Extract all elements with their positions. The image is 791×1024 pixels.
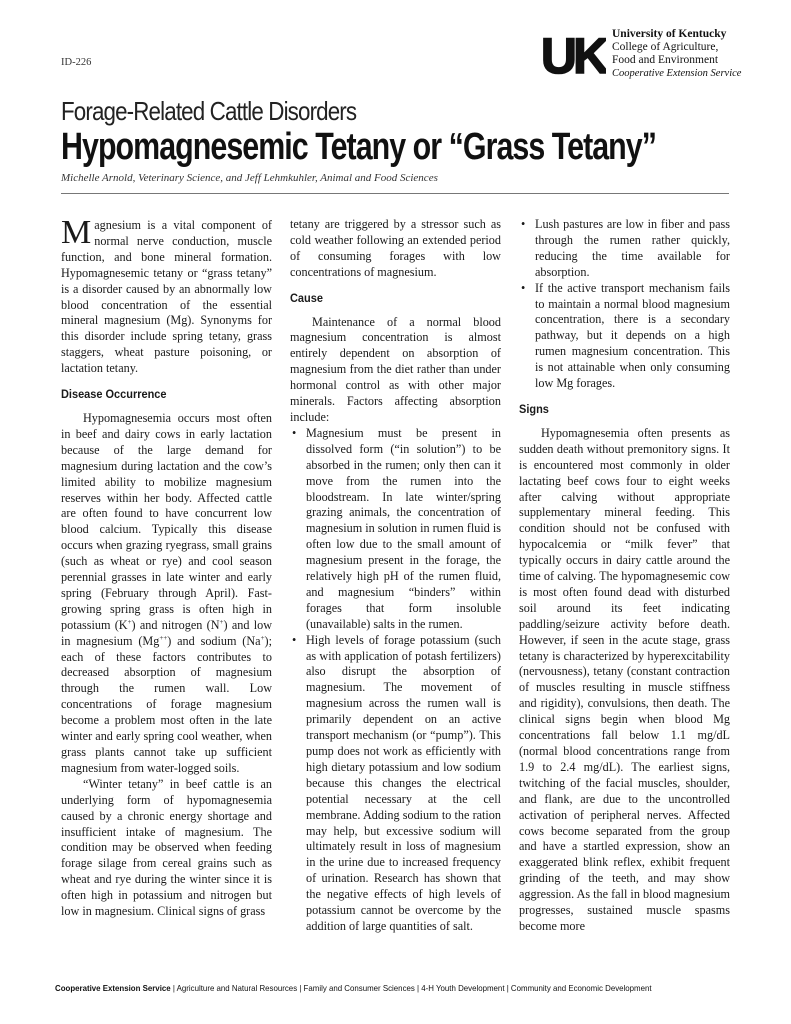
authors-line: Michelle Arnold, Veterinary Science, and Jeff Lehmkuhler, Animal and Food Sciences: [61, 172, 438, 184]
list-item: • High levels of forage potassium (such as with application of potash fertilizers) also disrupt the absorption of magnesium. The movement of magnesium across the rumen wall is primarily dependent on an active transport mechanism (or “pump”). This pump does not work as efficiently with high dietary potassium and low sodium because this changes the electrical potential necessary at the cell membrane. Adding sodium to the ration may help, but excessive sodium will ultimately result in loss of magnesium in the urine due to increased frequency of urination. Research has shown that the negative effects of high levels of potassium cannot be overcome by the addition of large quantities of salt.: [290, 633, 501, 935]
column-1: [61, 214, 272, 920]
college-line-2: Food and Environment: [612, 54, 719, 66]
footer-extension: Cooperative Extension Service: [55, 983, 171, 993]
cause-paragraph: Maintenance of a normal blood magnesium concentration is almost entirely dependent on absorption of magnesium from the diet rather than under hormonal control as with other major minerals. Factors affecting absorption include:: [290, 314, 501, 424]
uk-logo: [540, 28, 606, 78]
absorption-factors-list-cont: [519, 217, 730, 392]
footer: [55, 983, 652, 993]
logo-letters: UK: [540, 28, 606, 78]
extension-service: Cooperative Extension Service: [612, 68, 742, 79]
list-item: • If the active transport mechanism fails to maintain a normal blood magnesium concentration, there is a secondary pathway, but it depends on a high rumen magnesium concentration. This is not attainable when only consuming low Mg forages.: [519, 281, 730, 392]
heading-signs: Signs: [519, 401, 549, 416]
absorption-factors-list: [290, 426, 501, 935]
college-line-1: College of Agriculture,: [612, 41, 719, 53]
signs-paragraph: Hypomagnesemia often presents as sudden death without premonitory signs. It is encountered most commonly in older lactating beef cows four to eight weeks after calving without appropriate supplementary mineral feeding. This condition should not be confused with hypocalcemia or “milk fever” that typically occurs in dairy cattle around the time of calving. The hypomagnesemic cow is most often found dead with disturbed soil around its feet indicating paddling/seizure activity before death. However, if seen in the acute stage, grass tetany is characterized by hyperexcitability (nervousness), tetany (constant contraction of muscles resulting in muscle stiffness and rigidity), convulsions, then death. The clinical signs begin when blood Mg concentrations fall below 1.1 mg/dL (normal blood concentrations range from 1.9 to 2.4 mg/dL). The earliest signs, twitching of the facial muscles, shoulder, and flank, are due to the uncontrolled activation of peripheral nerves. Affected cows become separated from the group and have a startled expression, show an exaggerated blink reflex, exhibit frequent grinding of the teeth, and may show aggression. As the fall in blood magnesium progresses, sustained muscle spasms become more: [519, 425, 730, 933]
continued-paragraph: tetany are triggered by a stressor such as cold weather following an extended period of consuming forages with low concentrations of magnesium.: [290, 217, 501, 279]
institution-block: [612, 28, 741, 80]
occurrence-paragraph-1: Hypomagnesemia occurs most often in beef and dairy cows in early lactation because of the large demand for magnesium during lactation and the cow’s limited ability to mobilize magnesium reserves within her body. Affected cattle are often found to have concurrent low blood calcium. Typically this disease occurs when grazing ryegrass, small grains (such as wheat or rye) and cool season perennial grasses in late winter and early spring (February through April). Fast-growing spring grass is often high in potassium (K+) and nitrogen (N+) and low in magnesium (Mg++) and sodium (Na+); each of these factors contributes to decreased absorption of magnesium through the rumen wall. Low concentrations of forage magnesium become a problem most often in the late winter and early spring cool weather, when grass plants cannot take up sufficient magnesium from water-logged soils.: [61, 410, 272, 775]
list-item: • Magnesium must be present in dissolved form (“in solution”) to be absorbed in the rumen; only then can it move from the rumen into the bloodstream. In late winter/spring grazing animals, the concentration of magnesium in solution in rumen fluid is often low due to the small amount of magnesium present in the forage, the relatively high pH of the rumen fluid, and magnesium “binders” within forages that form insoluble (unavailable) salts in the rumen.: [290, 426, 501, 633]
drop-cap: M: [61, 214, 92, 251]
heading-disease-occurrence: Disease Occurrence: [61, 387, 167, 402]
header-divider: [61, 193, 729, 194]
intro-paragraph: Magnesium is a vital component of normal nerve conduction, muscle function, and bone mineral formation. Hypomagnesemic tetany or “grass tetany” is a disorder caused by an abnormally low blood concentration of the essential mineral magnesium (Mg). Synonyms for this disorder include spring tetany, grass staggers, wheat pasture poisoning, or lactation tetany.: [61, 214, 272, 376]
footer-programs: | Agriculture and Natural Resources | Family and Consumer Sciences | 4-H Youth Development | Community and Economic Development: [170, 983, 652, 993]
column-2: [290, 217, 501, 935]
series-title: Forage-Related Cattle Disorders: [61, 96, 357, 126]
column-3: [519, 217, 730, 935]
list-item: • Lush pastures are low in fiber and pass through the rumen rather quickly, reducing the time available for absorption.: [519, 217, 730, 281]
document-id: ID-226: [61, 57, 92, 68]
page-title: Hypomagnesemic Tetany or “Grass Tetany”: [61, 126, 656, 168]
heading-cause: Cause: [290, 290, 323, 305]
university-name: University of Kentucky: [612, 28, 727, 40]
occurrence-paragraph-2: “Winter tetany” in beef cattle is an underlying form of hypomagnesemia caused by a chronic energy shortage and insufficient intake of magnesium. The condition may be observed when feeding forage silage from cereal grains such as wheat and rye during the winter since it is often high in potassium and nitrogen but low in magnesium. Clinical signs of grass: [61, 776, 272, 919]
